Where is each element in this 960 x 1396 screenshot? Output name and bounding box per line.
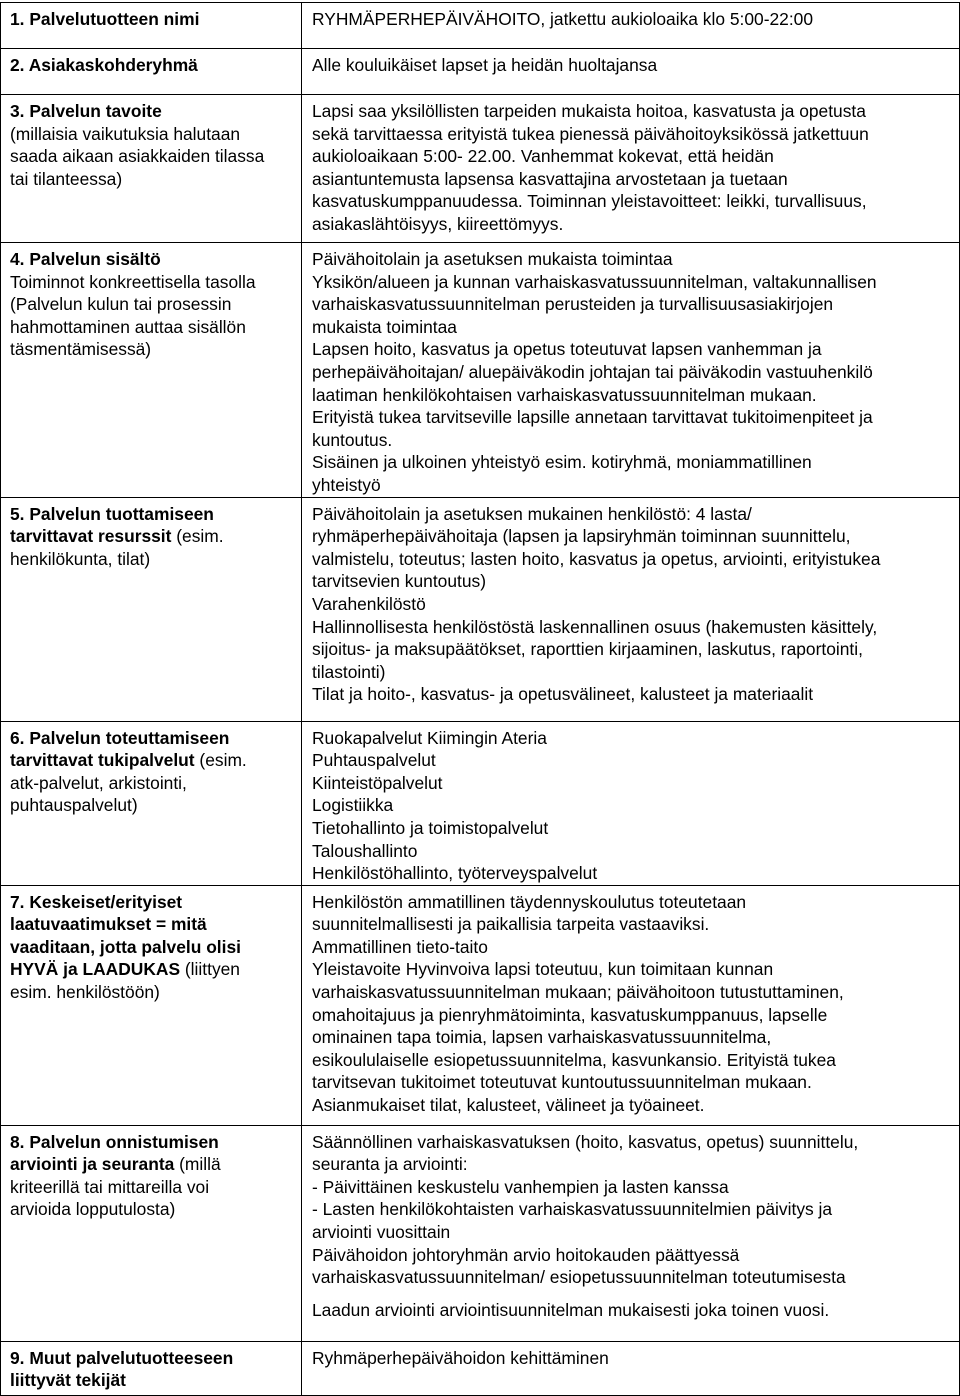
field-value-line: [312, 1289, 953, 1299]
field-value-line: Ruokapalvelut Kiimingin Ateria: [312, 727, 547, 748]
field-value-line: tilastointi): [312, 661, 386, 682]
field-value-cell: [302, 243, 960, 498]
field-value-line: RYHMÄPERHEPÄIVÄHOITO, jatkettu aukioloaika klo 5:00-22:00: [312, 9, 814, 29]
field-label-line: vaaditaan, jotta palvelu olisi: [10, 936, 241, 957]
field-value-line: kuntoutus.: [312, 429, 393, 450]
field-label-part: (esim.: [194, 750, 247, 771]
field-value-line: Yksikön/alueen ja kunnan varhaiskasvatussuunnitelman, valtakunnallisen: [312, 271, 877, 292]
field-label-line: esim. henkilöstöön): [10, 982, 160, 1003]
field-value-line: - Lasten henkilökohtaisten varhaiskasvatussuunnitelmien päivitys ja: [312, 1199, 833, 1220]
field-value-line: arviointi vuosittain: [312, 1222, 451, 1243]
field-label-part: tarvittavat tukipalvelut: [10, 750, 195, 771]
table-row: [1, 95, 960, 243]
field-value-line: ominainen tapa toimia, lapsen varhaiskasvatussuunnitelma,: [312, 1027, 772, 1048]
field-value-line: asiantuntemusta lapsensa kasvattajina arvostetaan ja tuetaan: [312, 168, 788, 189]
field-label-line: henkilökunta, tilat): [10, 548, 151, 569]
field-label-cell: [1, 1341, 302, 1395]
field-label-line: (millaisia vaikutuksia halutaan: [10, 123, 241, 144]
field-label-line: [10, 958, 295, 981]
field-value-line: ryhmäperhepäivähoitaja (lapsen ja lapsiryhmän toiminnan suunnittelu,: [312, 526, 851, 547]
field-value-line: aukioloaikaan 5:00- 22.00. Vanhemmat kokevat, että heidän: [312, 146, 774, 167]
field-value-line: Erityistä tukea tarvitseville lapsille annetaan tarvittavat tukitoimenpiteet ja: [312, 407, 873, 428]
field-value-line: tarvitsevien kuntoutus): [312, 571, 486, 592]
field-label-line: arvioida lopputulosta): [10, 1199, 176, 1220]
field-value-line: suunnitelmallisesti ja paikallisia tarpeita vastaaviksi.: [312, 914, 710, 935]
field-value-line: Varahenkilöstö: [312, 593, 426, 614]
field-value-line: varhaiskasvatussuunnitelman perusteiden ja turvallisuusasiakirjojen: [312, 294, 834, 315]
field-value-line: Logistiikka: [312, 795, 394, 816]
field-value-line: Henkilöstön ammatillinen täydennyskoulutus toteutetaan: [312, 891, 747, 912]
field-value-line: yhteistyö: [312, 474, 381, 495]
field-label-line: atk-palvelut, arkistointi,: [10, 772, 187, 793]
field-value-line: asiakaslähtöisyys, kiireettömyys.: [312, 213, 564, 234]
field-value-line: Päivähoitolain ja asetuksen mukainen henkilöstö: 4 lasta/: [312, 503, 752, 524]
field-value-line: perhepäivähoitajan/ aluepäiväkodin johtajan tai päiväkodin vastuuhenkilö: [312, 361, 873, 382]
field-label-line: 6. Palvelun toteuttamiseen: [10, 727, 230, 748]
field-value-line: valmistelu, toteutus; lasten hoito, kasvatus ja opetus, arviointi, erityistukea: [312, 548, 881, 569]
field-label-part: (millä: [174, 1154, 221, 1175]
field-value-line: Hallinnollisesta henkilöstöstä laskennallinen osuus (hakemusten käsittely,: [312, 616, 878, 637]
field-value-line: varhaiskasvatussuunnitelman/ esiopetussuunnitelman toteutumisesta: [312, 1267, 846, 1288]
field-value-line: - Päivittäinen keskustelu vanhempien ja lasten kanssa: [312, 1176, 729, 1197]
table-row: [1, 497, 960, 721]
field-value-line: seuranta ja arviointi:: [312, 1154, 468, 1175]
field-value-line: esikoululaiselle esiopetussuunnitelma, kasvunkansio. Erityistä tukea: [312, 1049, 836, 1070]
field-label-line: saada aikaan asiakkaiden tilassa: [10, 146, 265, 167]
field-value-line: Päivähoidon johtoryhmän arvio hoitokauden päättyessä: [312, 1244, 740, 1265]
field-value-line: Asianmukaiset tilat, kalusteet, välineet ja työaineet.: [312, 1095, 705, 1116]
field-value-line: Tietohallinto ja toimistopalvelut: [312, 817, 549, 838]
field-value-line: Ammatillinen tieto-taito: [312, 936, 488, 957]
field-label-line: liittyvät tekijät: [10, 1370, 126, 1391]
field-value-line: Taloushallinto: [312, 840, 418, 861]
field-label-line: 3. Palvelun tavoite: [10, 101, 162, 121]
field-value-line: Henkilöstöhallinto, työterveyspalvelut: [312, 863, 598, 884]
field-label-line: 4. Palvelun sisältö: [10, 249, 161, 269]
field-value-line: Päivähoitolain ja asetuksen mukaista toimintaa: [312, 249, 673, 269]
field-label-line: hahmottaminen auttaa sisällön: [10, 316, 246, 337]
field-value-line: Lapsi saa yksilöllisten tarpeiden mukaista hoitoa, kasvatusta ja opetusta: [312, 101, 866, 121]
field-label-line: laatuvaatimukset = mitä: [10, 914, 207, 935]
field-label-cell: [1, 721, 302, 885]
field-value-line: Laadun arviointi arviointisuunnitelman mukaisesti joka toinen vuosi.: [312, 1299, 830, 1320]
field-label-line: täsmentämisessä): [10, 339, 152, 360]
field-label-line: puhtauspalvelut): [10, 795, 138, 816]
field-label-line: [10, 525, 295, 548]
field-label-line: tai tilanteessa): [10, 168, 123, 189]
field-value-line: sijoitus- ja maksupäätökset, raporttien kirjaaminen, laskutus, raportointi,: [312, 639, 863, 660]
table-row: [1, 885, 960, 1125]
table-row: [1, 721, 960, 885]
table-row: [1, 1341, 960, 1395]
field-value-line: omahoitajuus ja pienryhmätoiminta, kasvatuskumppanuus, lapselle: [312, 1004, 828, 1025]
field-value-line: Ryhmäperhepäivähoidon kehittäminen: [312, 1347, 609, 1368]
field-label-part: (esim.: [171, 526, 224, 547]
field-value-line: Lapsen hoito, kasvatus ja opetus toteutuvat lapsen vanhemman ja: [312, 339, 822, 360]
table-row: [1, 243, 960, 498]
field-label-line: 5. Palvelun tuottamiseen: [10, 503, 214, 524]
field-value-line: Sisäinen ja ulkoinen yhteistyö esim. kotiryhmä, moniammatillinen: [312, 452, 812, 473]
field-value-cell: [302, 885, 960, 1125]
field-label-line: (Palvelun kulun tai prosessin: [10, 294, 232, 315]
field-label-cell: [1, 885, 302, 1125]
field-label-part: tarvittavat resurssit: [10, 526, 172, 547]
field-value-line: Alle kouluikäiset lapset ja heidän huoltajansa: [312, 55, 658, 75]
field-value-line: tarvitsevan tukitoimet toteutuvat kuntoutussuunnitelman mukaan.: [312, 1072, 812, 1093]
field-value-line: Yleistavoite Hyvinvoiva lapsi toteutuu, kun toimitaan kunnan: [312, 959, 774, 980]
field-label-cell: [1, 1125, 302, 1341]
field-label-line: 7. Keskeiset/erityiset: [10, 891, 183, 912]
table-body: [1, 3, 960, 1396]
field-value-line: kasvatuskumppanuudessa. Toiminnan yleistavoitteet: leikki, turvallisuus,: [312, 191, 867, 212]
field-value-line: Puhtauspalvelut: [312, 750, 436, 771]
field-value-line: Kiinteistöpalvelut: [312, 772, 443, 793]
field-value-cell: [302, 95, 960, 243]
table-row: [1, 3, 960, 49]
field-label-cell: [1, 3, 302, 49]
field-label-cell: [1, 497, 302, 721]
table-row: [1, 49, 960, 95]
field-value-line: varhaiskasvatussuunnitelman mukaan; päivähoitoon tutustuttaminen,: [312, 982, 844, 1003]
field-label-part: arviointi ja seuranta: [10, 1154, 175, 1175]
field-label-cell: [1, 243, 302, 498]
field-value-cell: [302, 497, 960, 721]
field-label-line: 2. Asiakaskohderyhmä: [10, 55, 198, 75]
field-value-line: mukaista toimintaa: [312, 316, 457, 337]
field-label-line: kriteerillä tai mittareilla voi: [10, 1176, 210, 1197]
field-value-cell: [302, 1341, 960, 1395]
field-label-line: 8. Palvelun onnistumisen: [10, 1131, 219, 1152]
field-label-line: Toiminnot konkreettisella tasolla: [10, 271, 256, 292]
field-value-line: laatiman henkilökohtaisen varhaiskasvatussuunnitelman mukaan.: [312, 384, 817, 405]
field-label-part: (liittyen: [180, 959, 240, 980]
field-label-cell: [1, 49, 302, 95]
field-label-line: [10, 749, 295, 772]
field-value-cell: [302, 721, 960, 885]
table-row: [1, 1125, 960, 1341]
field-label-line: [10, 1153, 295, 1176]
service-description-table: [0, 2, 960, 1396]
field-value-cell: [302, 49, 960, 95]
field-value-line: Säännöllinen varhaiskasvatuksen (hoito, kasvatus, opetus) suunnittelu,: [312, 1131, 859, 1152]
field-label-line: 1. Palvelutuotteen nimi: [10, 9, 200, 29]
field-value-cell: [302, 3, 960, 49]
field-value-cell: [302, 1125, 960, 1341]
field-label-part: HYVÄ ja LAADUKAS: [10, 959, 181, 980]
field-value-line: Tilat ja hoito-, kasvatus- ja opetusvälineet, kalusteet ja materiaalit: [312, 684, 814, 705]
field-label-line: 9. Muut palvelutuotteeseen: [10, 1347, 234, 1368]
field-label-cell: [1, 95, 302, 243]
field-value-line: sekä tarvittaessa erityistä tukea pienessä päivähoitoyksikössä jatkettuun: [312, 123, 869, 144]
